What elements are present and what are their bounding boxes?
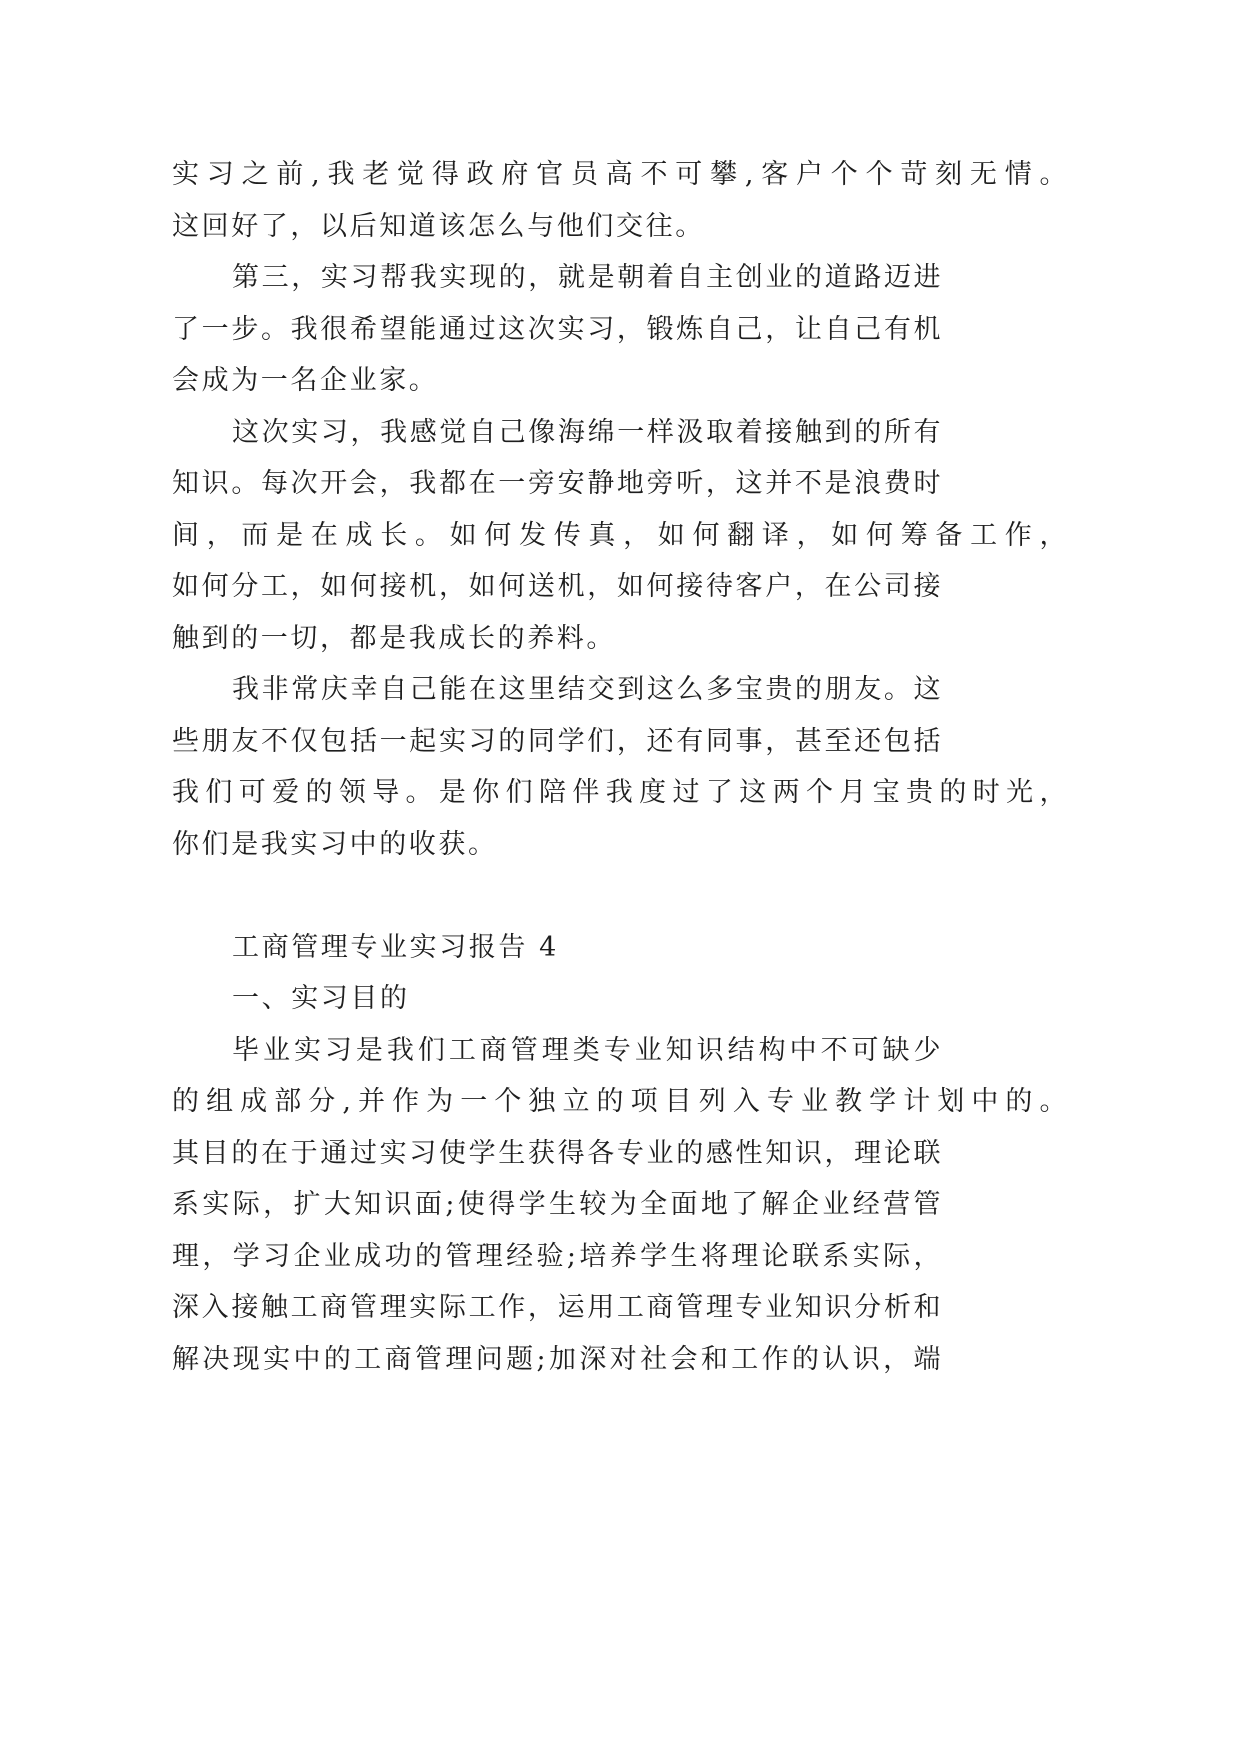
- text-line: 知识。每次开会，我都在一旁安静地旁听，这并不是浪费时: [172, 468, 942, 499]
- section-heading: 一、实习目的: [232, 983, 410, 1014]
- paragraph: [0, 252, 1241, 407]
- document-body: [0, 149, 1241, 1385]
- text-line: 毕业实习是我们工商管理类专业知识结构中不可缺少: [232, 1034, 942, 1066]
- text-line: 间，而是在成长。如何发传真，如何翻译，如何筹备工作，: [172, 519, 1068, 551]
- text-line: 系实际，扩大知识面;使得学生较为全面地了解企业经营管: [172, 1189, 942, 1220]
- paragraph: [0, 149, 1241, 252]
- text-line: 些朋友不仅包括一起实习的同学们，还有同事，甚至还包括: [172, 725, 942, 757]
- text-line: 触到的一切，都是我成长的养料。: [172, 622, 616, 654]
- report-title: 工商管理专业实习报告 4: [232, 931, 559, 963]
- text-line: 我们可爱的领导。是你们陪伴我度过了这两个月宝贵的时光，: [172, 777, 1068, 808]
- text-line: 这次实习，我感觉自己像海绵一样汲取着接触到的所有: [232, 416, 942, 448]
- text-line: 其目的在于通过实习使学生获得各专业的感性知识，理论联: [172, 1137, 942, 1169]
- text-line: 你们是我实习中的收获。: [172, 828, 498, 860]
- text-line: 会成为一名企业家。: [172, 365, 439, 396]
- text-line: 这回好了，以后知道该怎么与他们交往。: [172, 210, 705, 242]
- text-line: 了一步。我很希望能通过这次实习，锻炼自己，让自己有机: [172, 313, 942, 345]
- text-line: 第三，实习帮我实现的，就是朝着自主创业的道路迈进: [232, 262, 942, 293]
- text-line: 解决现实中的工商管理问题;加深对社会和工作的认识，端: [172, 1343, 942, 1375]
- paragraph: [0, 407, 1241, 665]
- blank-line: [0, 870, 1241, 922]
- text-line: 如何分工，如何接机，如何送机，如何接待客户，在公司接: [172, 571, 942, 602]
- text-line: 实习之前,我老觉得政府官员高不可攀,客户个个苛刻无情。: [172, 159, 1068, 190]
- text-line: 理，学习企业成功的管理经验;培养学生将理论联系实际，: [172, 1240, 942, 1272]
- text-line: 深入接触工商管理实际工作，运用工商管理专业知识分析和: [172, 1292, 942, 1323]
- text-line: 我非常庆幸自己能在这里结交到这么多宝贵的朋友。这: [232, 674, 942, 705]
- paragraph: [0, 1025, 1241, 1386]
- text-line: 的组成部分,并作为一个独立的项目列入专业教学计划中的。: [172, 1086, 1068, 1117]
- paragraph: [0, 664, 1241, 870]
